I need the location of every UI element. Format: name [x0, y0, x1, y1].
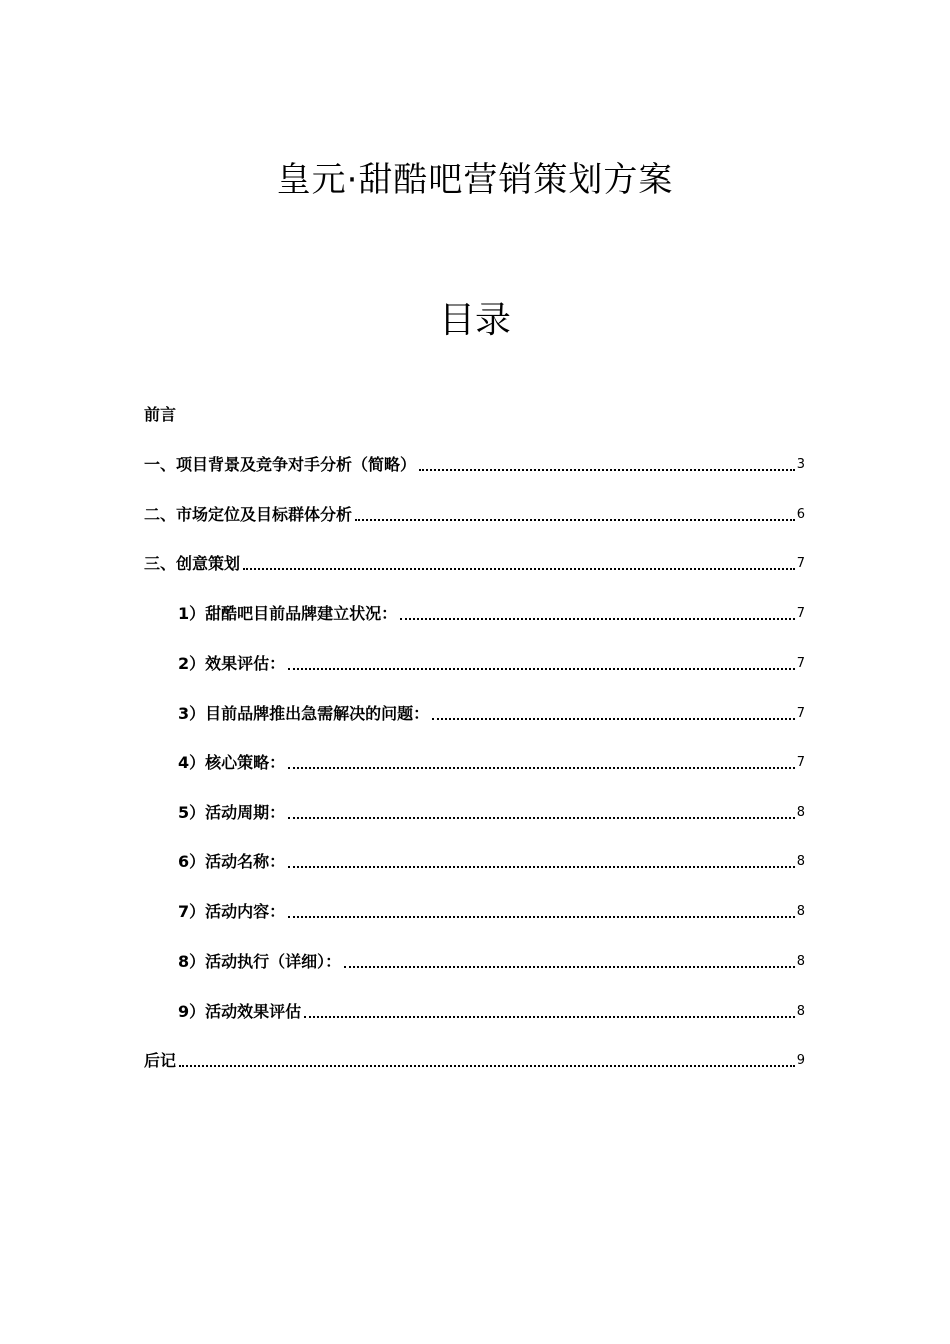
toc-entry-preface[interactable]	[144, 404, 805, 426]
toc-dot-leader	[288, 767, 795, 769]
toc-entry-subsection-2[interactable]	[178, 653, 805, 675]
toc-page-number: 7	[796, 656, 805, 671]
toc-dot-leader	[304, 1016, 795, 1018]
toc-dot-leader	[243, 568, 795, 570]
toc-entry-label: 前言	[144, 405, 177, 424]
toc-page-number: 8	[796, 805, 805, 820]
toc-page-number: 9	[796, 1053, 805, 1068]
toc-entry-label: 6）活动名称：	[178, 852, 286, 871]
toc-page-number: 8	[796, 904, 805, 919]
toc-entry-subsection-5[interactable]	[178, 802, 805, 824]
document-title: 皇元·甜酷吧营销策划方案	[276, 160, 674, 200]
toc-page-number: 7	[796, 706, 805, 721]
toc-dot-leader	[288, 668, 795, 670]
toc-dot-leader	[179, 1065, 795, 1067]
toc-dot-leader	[419, 469, 795, 471]
toc-page-number: 7	[796, 755, 805, 770]
toc-page-number: 6	[796, 507, 805, 522]
toc-entry-label: 4）核心策略：	[178, 753, 286, 772]
toc-entry-label: 一、项目背景及竞争对手分析（简略）	[144, 455, 417, 474]
toc-entry-section-2[interactable]	[144, 504, 805, 526]
toc-entry-subsection-7[interactable]	[178, 901, 805, 923]
toc-entry-subsection-6[interactable]	[178, 851, 805, 873]
toc-entry-subsection-3[interactable]	[178, 703, 805, 725]
toc-page-number: 3	[796, 457, 805, 472]
toc-heading: 目录	[438, 300, 511, 341]
toc-entry-label: 7）活动内容：	[178, 902, 286, 921]
toc-entry-afterword[interactable]	[144, 1050, 805, 1072]
toc-entry-label: 后记	[144, 1051, 177, 1070]
toc-entry-subsection-8[interactable]	[178, 951, 805, 973]
toc-dot-leader	[344, 966, 795, 968]
toc-entry-label: 1）甜酷吧目前品牌建立状况：	[178, 604, 398, 623]
toc-dot-leader	[288, 916, 795, 918]
toc-entry-subsection-4[interactable]	[178, 752, 805, 774]
toc-entry-section-1[interactable]	[144, 454, 805, 476]
toc-entry-label: 9）活动效果评估	[178, 1002, 302, 1021]
toc-page-number: 8	[796, 1004, 805, 1019]
toc-page-number: 8	[796, 954, 805, 969]
toc-entry-subsection-9[interactable]	[178, 1001, 805, 1023]
toc-page-number: 7	[796, 556, 805, 571]
toc-entry-label: 2）效果评估：	[178, 654, 286, 673]
toc-page-number: 8	[796, 854, 805, 869]
toc-entry-label: 三、创意策划	[144, 554, 241, 573]
toc-entry-label: 5）活动周期：	[178, 803, 286, 822]
toc-entry-label: 二、市场定位及目标群体分析	[144, 505, 353, 524]
toc-dot-leader	[400, 618, 795, 620]
toc-dot-leader	[288, 817, 795, 819]
toc-entry-subsection-1[interactable]	[178, 603, 805, 625]
toc-entry-section-3[interactable]	[144, 553, 805, 575]
toc-entry-label: 8）活动执行（详细）：	[178, 952, 342, 971]
toc-entry-label: 3）目前品牌推出急需解决的问题：	[178, 704, 430, 723]
toc-dot-leader	[288, 866, 795, 868]
toc-dot-leader	[432, 718, 795, 720]
toc-dot-leader	[355, 519, 795, 521]
toc-page-number: 7	[796, 606, 805, 621]
